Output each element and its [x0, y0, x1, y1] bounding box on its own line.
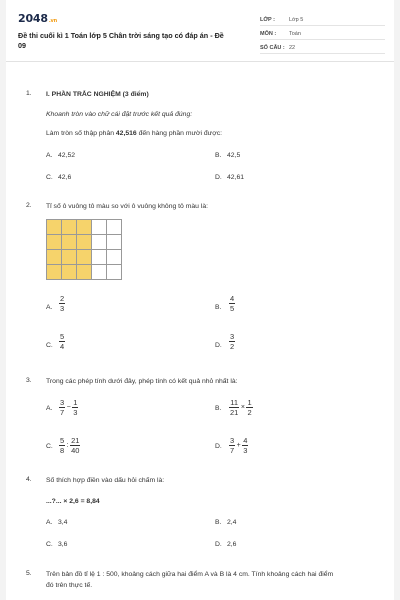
q2-option-d-fraction[interactable]: $\frac{3}{2}$ — [230, 332, 235, 351]
q3-option-d-expression[interactable]: 3 7 + $\frac{4}{3}$ — [230, 436, 248, 455]
grid-square-filled — [77, 220, 92, 235]
question-text-5-line-2: đó trên thực tế. — [46, 582, 93, 589]
grid-square-empty — [107, 250, 122, 265]
grid-square-empty — [107, 235, 122, 250]
meta-subject: MÔN : Toán — [260, 29, 385, 40]
grid-square-empty — [92, 265, 107, 280]
grid-square-filled — [47, 235, 62, 250]
q3-option-b-expression[interactable]: $\frac{11}{21}$ × $\frac{1}{2}$ — [230, 398, 252, 417]
q4-option-c[interactable]: C. 3,6 — [46, 541, 68, 548]
section-heading: I. PHẦN TRẮC NGHIỆM (3 điểm) — [46, 91, 149, 98]
q2-option-a-fraction[interactable]: $\frac{2}{3}$ — [60, 294, 65, 313]
question-number-1: 1. — [26, 90, 32, 97]
grid-square-filled — [62, 220, 77, 235]
meta-question-count: SỐ CÂU : 22 — [260, 43, 385, 54]
colored-squares-grid — [46, 219, 122, 280]
q1-option-d[interactable]: D. 42,61 — [215, 174, 245, 181]
grid-square-empty — [92, 250, 107, 265]
q3-option-b-letter[interactable]: B. — [215, 405, 222, 412]
q4-option-b[interactable]: B. 2,4 — [215, 519, 237, 526]
question-number-5: 5. — [26, 570, 32, 577]
q2-option-c-fraction[interactable]: $\frac{5}{4}$ — [60, 332, 65, 351]
grid-square-empty — [107, 265, 122, 280]
question-number-3: 3. — [26, 377, 32, 384]
grid-square-filled — [47, 220, 62, 235]
grid-square-filled — [47, 265, 62, 280]
exam-header — [6, 0, 394, 62]
q2-option-c-letter[interactable]: C. — [46, 342, 53, 349]
question-number-4: 4. — [26, 476, 32, 483]
exam-title: Đề thi cuối kì 1 Toán lớp 5 Chân trời sáng tạo có đáp án - Đề 09 — [18, 31, 224, 50]
q4-option-a[interactable]: A. 3,4 — [46, 519, 68, 526]
q2-option-b-letter[interactable]: B. — [215, 304, 222, 311]
grid-square-empty — [92, 220, 107, 235]
exam-page — [6, 0, 394, 600]
grid-square-filled — [62, 250, 77, 265]
instruction-text: Khoanh tròn vào chữ cái đặt trước kết quả đúng: — [46, 111, 193, 118]
site-logo[interactable]: 2048.vn — [18, 12, 57, 25]
grid-square-filled — [62, 265, 77, 280]
grid-square-filled — [77, 250, 92, 265]
q1-option-b[interactable]: B. 42,5 — [215, 152, 241, 159]
question-text-3: Trong các phép tính dưới đây, phép tính có kết quả nhỏ nhất là: — [46, 378, 238, 385]
question-text-5-line-1: Trên bản đồ tỉ lệ 1 : 500, khoảng cách giữa hai điểm A và B là 4 cm. Tính khoảng cách hai điểm — [46, 571, 334, 578]
grid-square-filled — [47, 250, 62, 265]
q2-option-a-letter[interactable]: A. — [46, 304, 53, 311]
q3-option-a-letter[interactable]: A. — [46, 405, 53, 412]
q3-option-c-expression[interactable]: 5 8 : 21 40 — [60, 436, 80, 455]
q3-option-a-expression[interactable]: 3 7 − $\frac{1}{3}$ — [60, 398, 78, 417]
grid-square-empty — [107, 220, 122, 235]
q3-option-c-letter[interactable]: C. — [46, 443, 53, 450]
grid-square-filled — [62, 235, 77, 250]
question-text-1: Làm tròn số thập phân 42,516 đến hàng phần mười được: — [46, 130, 222, 137]
q3-option-d-letter[interactable]: D. — [215, 443, 222, 450]
meta-grade: LỚP : Lớp 5 — [260, 15, 385, 26]
q2-option-b-fraction[interactable]: $\frac{4}{5}$ — [230, 294, 235, 313]
grid-square-filled — [77, 265, 92, 280]
grid-square-filled — [77, 235, 92, 250]
grid-square-empty — [92, 235, 107, 250]
q2-option-d-letter[interactable]: D. — [215, 342, 222, 349]
q1-option-c[interactable]: C. 42,6 — [46, 174, 72, 181]
question-text-4: Số thích hợp điền vào dấu hỏi chấm là: — [46, 477, 165, 484]
q4-expression: ...?... × 2,6 = 8,84 — [46, 498, 100, 505]
q1-option-a[interactable]: A. 42,52 — [46, 152, 76, 159]
q4-option-d[interactable]: D. 2,6 — [215, 541, 237, 548]
question-text-2: Tỉ số ô vuông tô màu so với ô vuông không tô màu là: — [46, 203, 209, 210]
question-number-2: 2. — [26, 202, 32, 209]
